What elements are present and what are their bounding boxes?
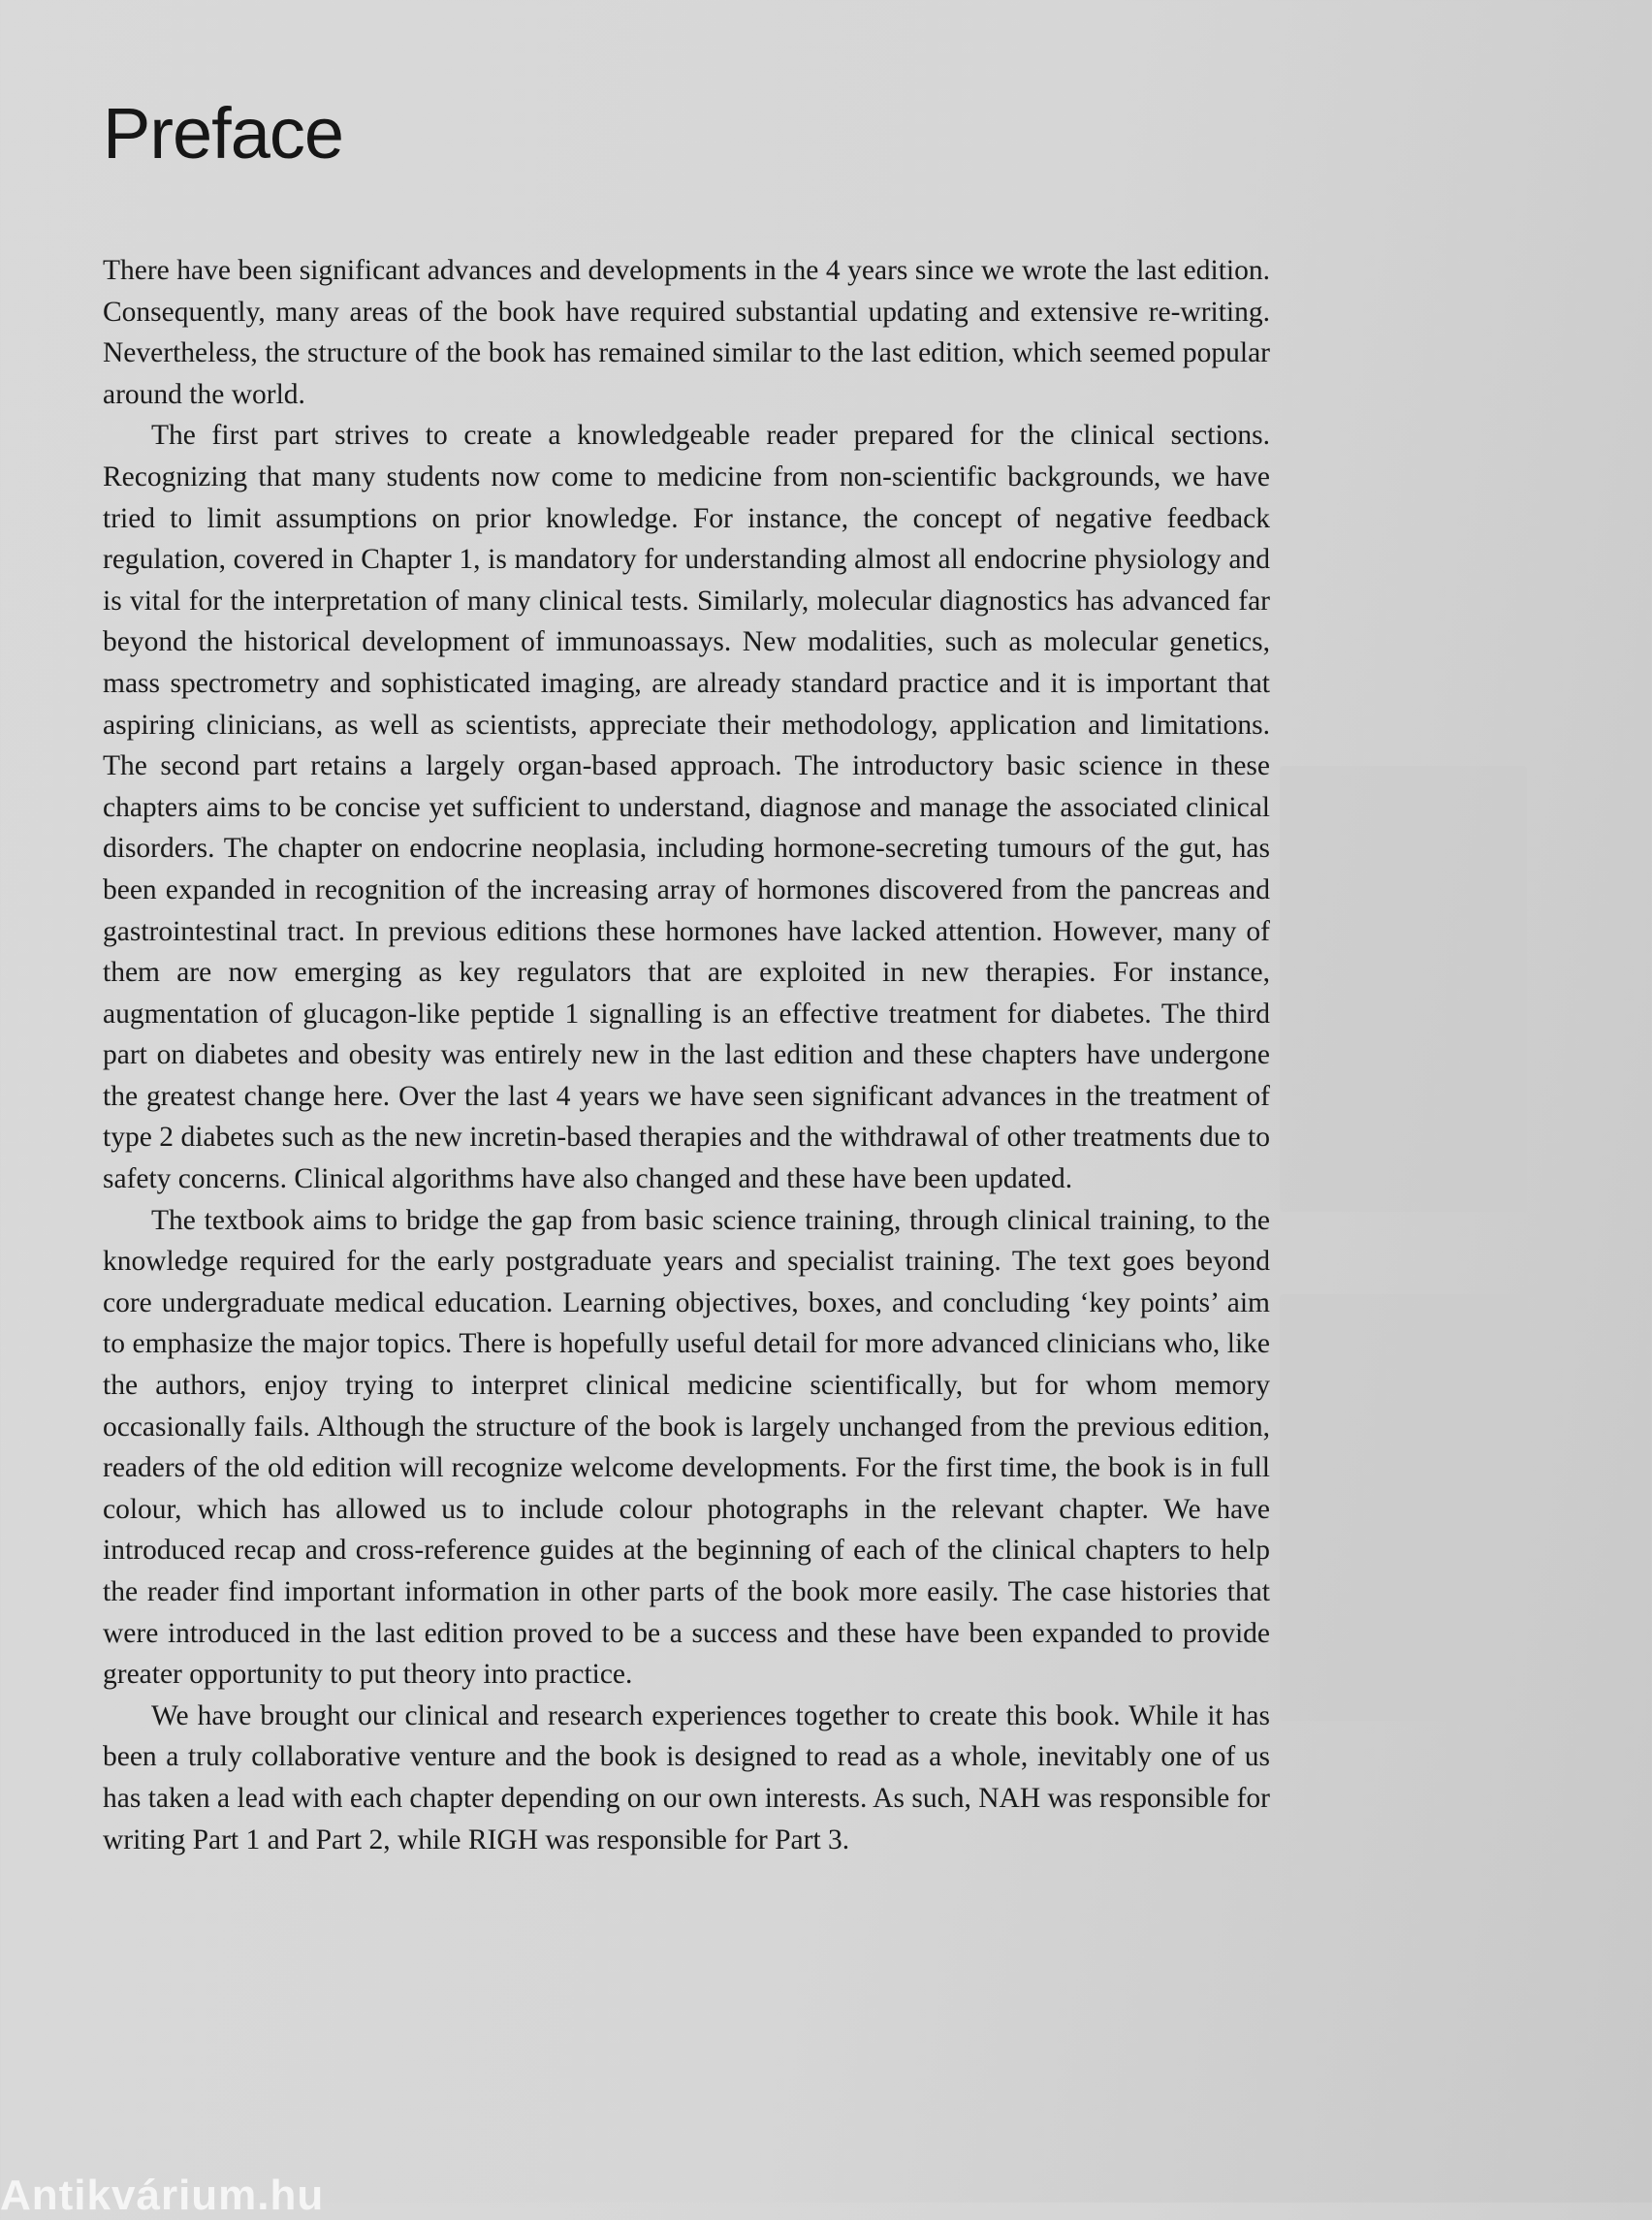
- paragraph: The textbook aims to bridge the gap from basic science training, through clinical training, to the knowledge required for the early postgraduate years and specialist training. The text goes beyond core undergraduate medical education. Learning objectives, boxes, and concluding ‘key points’ aim to emphasize the major topics. There is hopefully useful detail for more advanced clinicians who, like the authors, enjoy trying to interpret clinical medicine scientifically, but for whom memory occasionally fails. Although the structure of the book is largely unchanged from the previous edition, readers of the old edition will recognize welcome developments. For the first time, the book is in full colour, which has allowed us to include colour photographs in the relevant chapter. We have introduced recap and cross-reference guides at the beginning of each of the clinical chapters to help the reader find important information in other parts of the book more easily. The case histories that were introduced in the last edition proved to be a success and these have been expanded to provide greater opportunity to put theory into practice.: [103, 1204, 1270, 1691]
- preface-body: [103, 250, 1270, 1860]
- paragraph: The first part strives to create a knowledgeable reader prepared for the clinical sections. Recognizing that many students now come to medicine from non-scientific backgrounds, we have tried to limit assumptions on prior knowledge. For instance, the concept of negative feedback regulation, covered in Chapter 1, is mandatory for understanding almost all endocrine physiology and is vital for the interpretation of many clinical tests. Similarly, molecular diagnostics has advanced far beyond the historical development of immunoassays. New modalities, such as molecular genetics, mass spectrometry and sophisticated imaging, are already standard practice and it is important that aspiring clinicians, as well as scientists, appreciate their methodology, application and limitations. The second part retains a largely organ-based approach. The introductory basic science in these chapters aims to be concise yet sufficient to understand, diagnose and manage the associated clinical disorders. The chapter on endocrine neoplasia, including hormone-secreting tumours of the gut, has been expanded in recognition of the increasing array of hormones discovered from the pancreas and gastrointestinal tract. In previous editions these hormones have lacked attention. However, many of them are now emerging as key regulators that are exploited in new therapies. For instance, augmentation of glucagon-like peptide 1 signalling is an effective treatment for diabetes. The third part on diabetes and obesity was entirely new in the last edition and these chapters have undergone the greatest change here. Over the last 4 years we have seen significant advances in the treatment of type 2 diabetes such as the new incretin-based therapies and the withdrawal of other treatments due to safety concerns. Clinical algorithms have also changed and these have been updated.: [103, 420, 1270, 1195]
- watermark: Antikvárium.hu: [0, 2172, 325, 2219]
- paragraph: There have been significant advances and developments in the 4 years since we wrote the last edition. Consequently, many areas of the book have required substantial updating and extensive re-writing. Nevertheless, the structure of the book has remained similar to the last edition, which seemed popular around the world.: [103, 255, 1270, 410]
- page-title: Preface: [103, 93, 344, 174]
- bleed-through-photo: [1280, 766, 1527, 1212]
- bleed-through-photo: [1280, 1294, 1527, 1721]
- paragraph: We have brought our clinical and research experiences together to create this book. While it has been a truly collaborative venture and the book is designed to read as a whole, inevitably one of us has taken a lead with each chapter depending on our own interests. As such, NAH was responsible for writing Part 1 and Part 2, while RIGH was responsible for Part 3.: [103, 1699, 1270, 1855]
